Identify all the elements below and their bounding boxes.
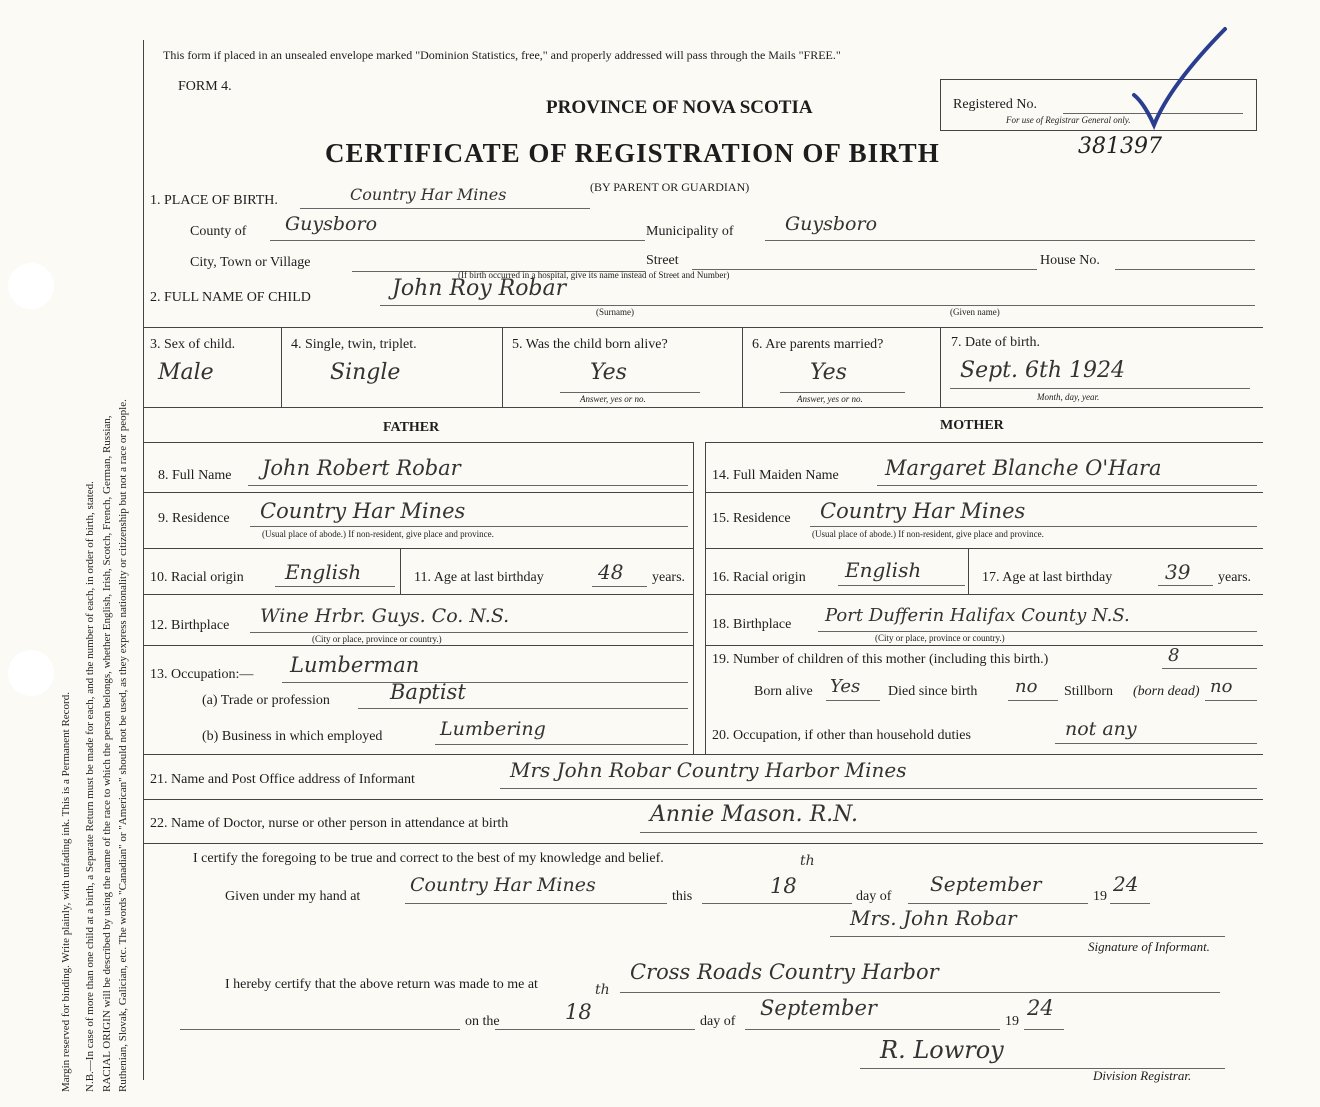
usual-abode-note: (Usual place of abode.) If non-resident, give place and province. <box>812 529 1044 539</box>
plurality-label: 4. Single, twin, triplet. <box>291 337 417 352</box>
sidebar-line-2: N.B.—In case of more than one child at a birth, a Separate Return must be made for each, and the number of each, in order of birth, stated. <box>84 481 96 1092</box>
born-alive-value: Yes <box>590 360 627 385</box>
yes-no-note: Answer, yes or no. <box>797 394 863 404</box>
mother-city-prov-note: (City or place, province or country.) <box>875 633 1005 643</box>
municipality-label: Municipality of <box>646 224 734 239</box>
father-heading: FATHER <box>383 420 440 435</box>
father-name-value: John Robert Robar <box>262 456 461 480</box>
margin-rule <box>143 40 144 1080</box>
county-label: County of <box>190 224 247 239</box>
children-count-label: 19. Number of children of this mother (including this birth.) <box>712 652 1049 667</box>
mother-birthplace-value: Port Dufferin Halifax County N.S. <box>825 605 1130 626</box>
father-years-label: years. <box>652 570 686 585</box>
postage-notice: This form if placed in an unsealed envelope marked "Dominion Statistics, free," and properly addressed will pass through the Mails "FREE." <box>163 48 841 62</box>
business-value: Lumbering <box>440 718 546 740</box>
mother-age-label: 17. Age at last birthday <box>982 570 1113 585</box>
trade-value: Baptist <box>390 680 466 704</box>
born-alive-count-value: Yes <box>830 676 861 697</box>
province-heading: PROVINCE OF NOVA SCOTIA <box>546 97 813 118</box>
given-note: (Given name) <box>950 307 1000 317</box>
year2-value: 24 <box>1027 996 1054 1020</box>
binding-margin <box>0 0 132 1107</box>
father-age-label: 11. Age at last birthday <box>414 570 544 585</box>
mother-racial-label: 16. Racial origin <box>712 570 806 585</box>
died-value: no <box>1015 676 1038 697</box>
division-registrar-caption: Division Registrar. <box>1093 1068 1192 1083</box>
checkmark-icon <box>1130 25 1230 135</box>
usual-abode-note: (Usual place of abode.) If non-resident, give place and province. <box>262 529 494 539</box>
registration-number: 381397 <box>1078 134 1162 159</box>
return-at-value: Cross Roads Country Harbor <box>630 960 939 984</box>
sex-value: Male <box>158 360 214 385</box>
father-birthplace-label: 12. Birthplace <box>150 618 230 633</box>
surname-note: (Surname) <box>596 307 634 317</box>
born-alive-count-label: Born alive <box>754 684 813 699</box>
house-label: House No. <box>1040 253 1100 268</box>
registered-note: For use of Registrar General only. <box>1006 115 1131 125</box>
mother-name-label: 14. Full Maiden Name <box>712 468 839 483</box>
registrar-signature: R. Lowroy <box>880 1036 1004 1064</box>
plurality-value: Single <box>330 360 401 385</box>
father-age-value: 48 <box>598 560 624 584</box>
on-the-label: on the <box>465 1014 500 1029</box>
place-label: 1. PLACE OF BIRTH. <box>150 193 278 208</box>
this-label: this <box>672 889 693 904</box>
certify-statement: I certify the foregoing to be true and correct to the best of my knowledge and belief. <box>193 851 664 866</box>
place-value: Country Har Mines <box>350 185 507 204</box>
hospital-note: (If birth occurred in a hospital, give its name instead of Street and Number) <box>458 270 730 280</box>
sidebar-line-1: Margin reserved for binding. Write plainly, with unfading ink. This is a Permanent Record. <box>60 692 72 1092</box>
mdy-note: Month, day, year. <box>1037 392 1100 402</box>
father-city-prov-note: (City or place, province or country.) <box>312 634 442 644</box>
city-label: City, Town or Village <box>190 255 311 270</box>
year2-prefix: 19 <box>1005 1014 1019 1029</box>
mother-birthplace-label: 18. Birthplace <box>712 617 792 632</box>
mother-age-value: 39 <box>1165 560 1191 584</box>
father-occupation-label: 13. Occupation:— <box>150 667 254 682</box>
day-suffix: th <box>800 853 815 869</box>
father-racial-label: 10. Racial origin <box>150 570 244 585</box>
father-occupation-value: Lumberman <box>290 653 420 677</box>
child-name-value: John Roy Robar <box>392 276 567 301</box>
year-prefix: 19 <box>1093 889 1107 904</box>
punch-hole <box>8 650 54 696</box>
father-racial-value: English <box>285 560 362 584</box>
certificate-title: CERTIFICATE OF REGISTRATION OF BIRTH <box>325 138 940 168</box>
day2-suffix: th <box>595 982 610 998</box>
day-of-label: day of <box>856 889 892 904</box>
month-value: September <box>930 872 1042 896</box>
informant-value: Mrs John Robar Country Harbor Mines <box>510 758 907 782</box>
mother-name-value: Margaret Blanche O'Hara <box>885 456 1162 480</box>
doctor-label: 22. Name of Doctor, nurse or other person in attendance at birth <box>150 816 509 831</box>
mother-racial-value: English <box>845 558 922 582</box>
dob-value: Sept. 6th 1924 <box>960 358 1125 383</box>
stillborn-label: Stillborn <box>1064 684 1114 699</box>
day-of2-label: day of <box>700 1014 736 1029</box>
born-dead-note: (born dead) <box>1133 684 1200 699</box>
form-number: FORM 4. <box>178 79 232 94</box>
mother-occupation-label: 20. Occupation, if other than household duties <box>712 728 971 743</box>
mother-heading: MOTHER <box>940 418 1004 433</box>
informant-label: 21. Name and Post Office address of Informant <box>150 772 415 787</box>
business-label: (b) Business in which employed <box>202 729 383 744</box>
born-alive-label: 5. Was the child born alive? <box>512 337 668 352</box>
father-residence-value: Country Har Mines <box>260 499 466 523</box>
day2-value: 18 <box>565 1000 592 1024</box>
sidebar-line-4: Ruthenian, Slovak, Galician, etc. The words "Canadian" or "American" should not be used, as they express nationality or citizenship but not a race or people. <box>117 399 129 1092</box>
by-parent-note: (BY PARENT OR GUARDIAN) <box>590 180 750 194</box>
informant-signature: Mrs. John Robar <box>850 906 1017 930</box>
given-at-value: Country Har Mines <box>410 874 596 896</box>
punch-hole <box>8 263 54 309</box>
child-name-label: 2. FULL NAME OF CHILD <box>150 290 311 305</box>
father-name-label: 8. Full Name <box>158 468 232 483</box>
yes-no-note: Answer, yes or no. <box>580 394 646 404</box>
mother-years-label: years. <box>1218 570 1252 585</box>
married-value: Yes <box>810 360 847 385</box>
mother-occupation-value: not any <box>1065 718 1137 740</box>
married-label: 6. Are parents married? <box>752 337 884 352</box>
county-value: Guysboro <box>285 213 378 235</box>
month2-value: September <box>760 996 877 1020</box>
mother-residence-label: 15. Residence <box>712 511 791 526</box>
registered-label: Registered No. <box>953 97 1037 112</box>
father-birthplace-value: Wine Hrbr. Guys. Co. N.S. <box>260 605 510 627</box>
mother-residence-value: Country Har Mines <box>820 499 1026 523</box>
sidebar-line-3: RACIAL ORIGIN will be described by using the name of the race to which the person belongs, whether English, Irish, Scotch, French, German, Russian, <box>101 415 113 1092</box>
doctor-value: Annie Mason. R.N. <box>650 802 859 827</box>
dob-label: 7. Date of birth. <box>951 335 1041 350</box>
year-value: 24 <box>1113 872 1139 896</box>
municipality-value: Guysboro <box>785 213 878 235</box>
trade-label: (a) Trade or profession <box>202 693 330 708</box>
sex-label: 3. Sex of child. <box>150 337 236 352</box>
day-value: 18 <box>770 874 797 898</box>
stillborn-value: no <box>1210 676 1233 697</box>
street-label: Street <box>646 253 679 268</box>
died-label: Died since birth <box>888 684 978 699</box>
signature-informant-caption: Signature of Informant. <box>1088 939 1210 954</box>
children-count-value: 8 <box>1168 645 1180 666</box>
hereby-label: I hereby certify that the above return was made to me at <box>225 977 538 992</box>
father-residence-label: 9. Residence <box>158 511 230 526</box>
given-hand-label: Given under my hand at <box>225 889 361 904</box>
